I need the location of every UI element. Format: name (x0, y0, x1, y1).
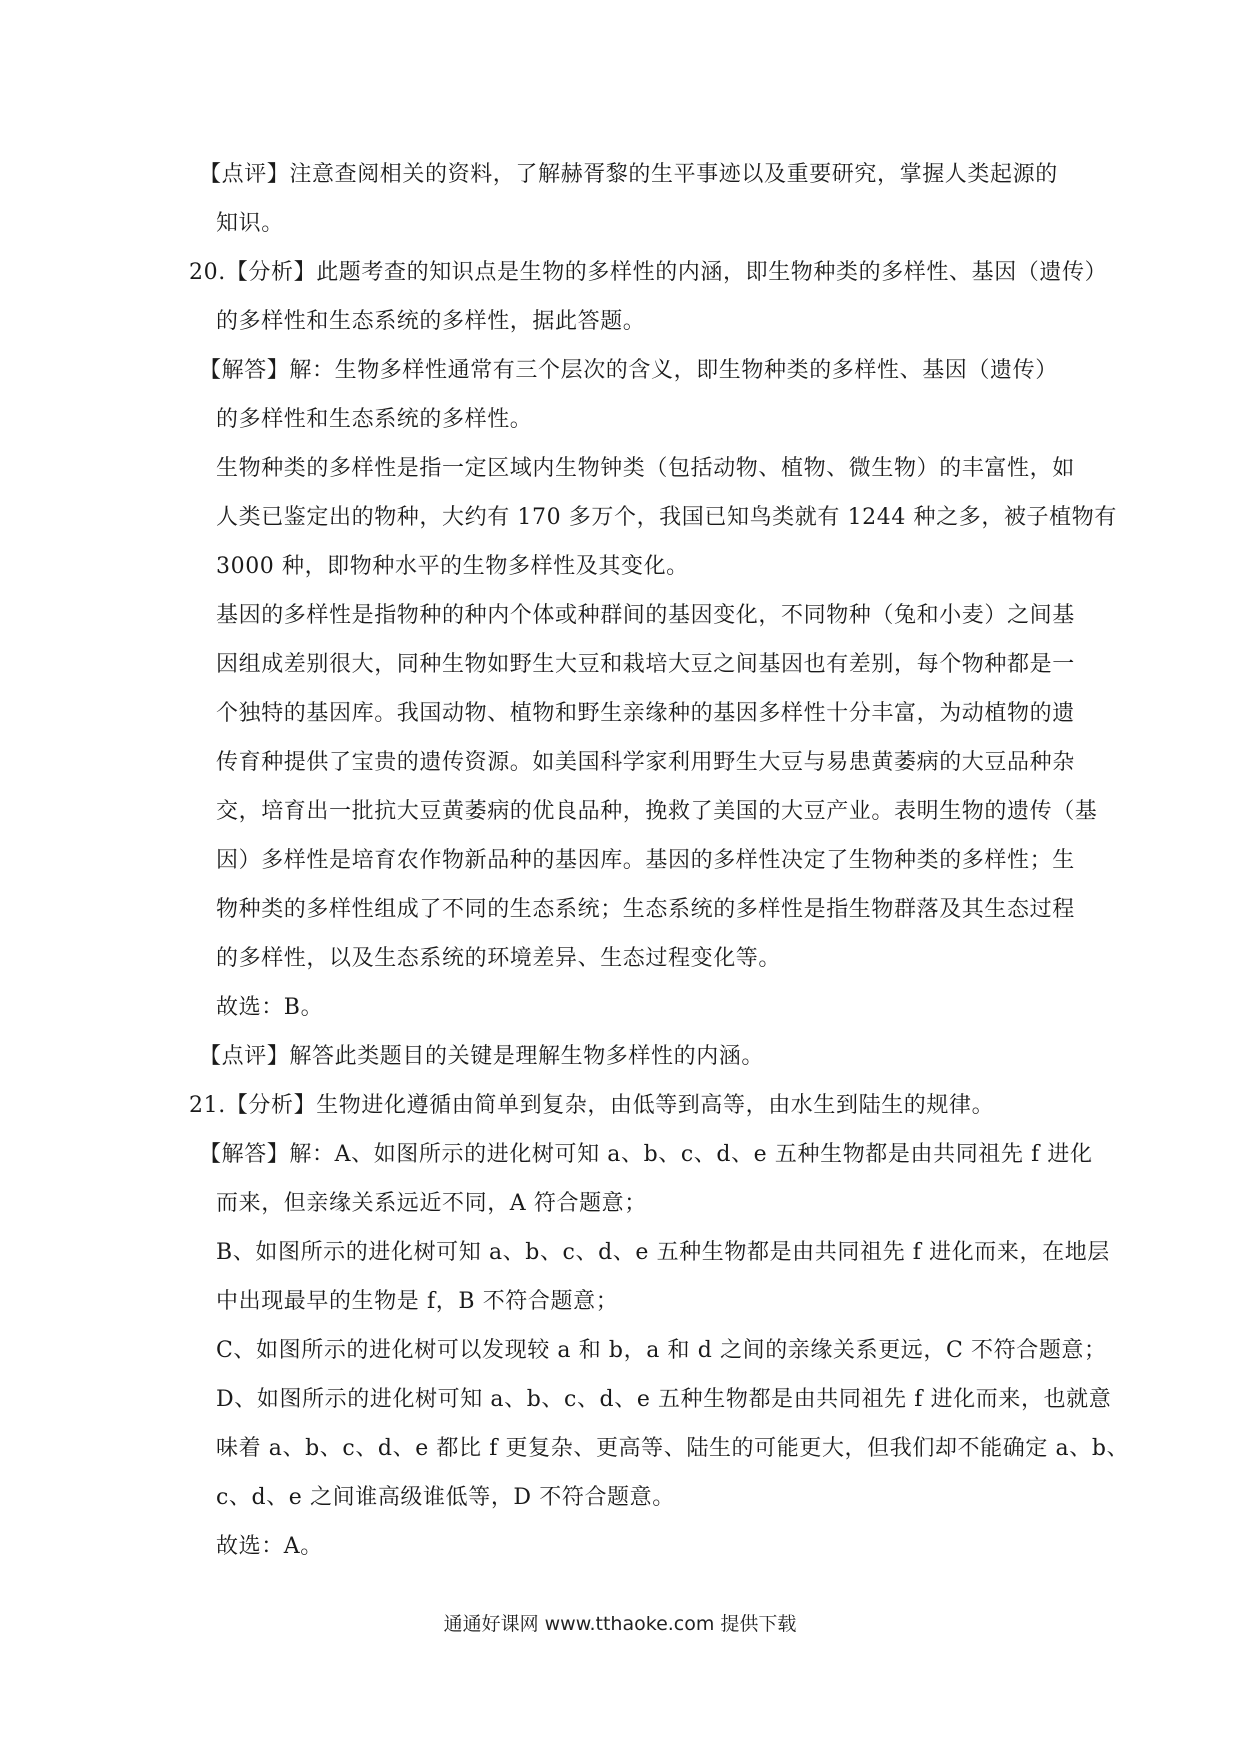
text-line: 交，培育出一批抗大豆黄萎病的优良品种，挽救了美国的大豆产业。表明生物的遗传（基 (216, 799, 1098, 824)
page-footer: 通通好课网 www.tthaoke.com 提供下载 (443, 1613, 797, 1635)
question-21-analysis: 21.【分析】生物进化遵循由简单到复杂，由低等到高等，由水生到陆生的规律。 (189, 1093, 995, 1118)
text-line: B、如图所示的进化树可知 a、b、c、d、e 五种生物都是由共同祖先 f 进化而来，在地层 (216, 1240, 1110, 1265)
text-line: 传育种提供了宝贵的遗传资源。如美国科学家利用野生大豆与易患黄萎病的大豆品种杂 (216, 750, 1075, 775)
text-line: 人类已鉴定出的物种，大约有 170 多万个，我国已知鸟类就有 1244 种之多，被子植物有 (216, 505, 1117, 530)
text-line: 因组成差别很大，同种生物如野生大豆和栽培大豆之间基因也有差别，每个物种都是一 (216, 652, 1075, 677)
text-line: C、如图所示的进化树可以发现较 a 和 b，a 和 d 之间的亲缘关系更远，C 不符合题意； (216, 1338, 1107, 1363)
text-line: 的多样性和生态系统的多样性。 (216, 407, 533, 432)
text-line: 【解答】解：A、如图所示的进化树可知 a、b、c、d、e 五种生物都是由共同祖先 f 进化 (199, 1142, 1093, 1167)
text-line: 【解答】解：生物多样性通常有三个层次的含义，即生物种类的多样性、基因（遗传） (199, 358, 1058, 383)
text-line: c、d、e 之间谁高级谁低等，D 不符合题意。 (216, 1485, 675, 1510)
text-line: 因）多样性是培育农作物新品种的基因库。基因的多样性决定了生物种类的多样性；生 (216, 848, 1075, 873)
text-line: 中出现最早的生物是 f，B 不符合题意； (216, 1289, 619, 1314)
text-line: D、如图所示的进化树可知 a、b、c、d、e 五种生物都是由共同祖先 f 进化而来，也就意 (216, 1387, 1112, 1412)
answer-choice: 故选：B。 (216, 995, 324, 1020)
text-line: 知识。 (216, 211, 284, 236)
text-line: 物种类的多样性组成了不同的生态系统；生态系统的多样性是指生物群落及其生态过程 (216, 897, 1075, 922)
text-line: 味着 a、b、c、d、e 都比 f 更复杂、更高等、陆生的可能更大，但我们却不能确定 a、b、 (216, 1436, 1130, 1461)
text-line: 生物种类的多样性是指一定区域内生物钟类（包括动物、植物、微生物）的丰富性，如 (216, 456, 1075, 481)
text-line: 3000 种，即物种水平的生物多样性及其变化。 (216, 554, 689, 579)
text-line: 而来，但亲缘关系远近不同，A 符合题意； (216, 1191, 647, 1216)
text-line: 的多样性，以及生态系统的环境差异、生态过程变化等。 (216, 946, 782, 971)
answer-choice: 故选：A。 (216, 1534, 323, 1559)
text-line: 【点评】注意查阅相关的资料，了解赫胥黎的生平事迹以及重要研究，掌握人类起源的 (199, 162, 1058, 187)
text-line: 【点评】解答此类题目的关键是理解生物多样性的内涵。 (199, 1044, 765, 1069)
text-line: 基因的多样性是指物种的种内个体或种群间的基因变化，不同物种（兔和小麦）之间基 (216, 603, 1075, 628)
question-20-analysis: 20.【分析】此题考查的知识点是生物的多样性的内涵，即生物种类的多样性、基因（遗传） (189, 260, 1108, 285)
text-line: 个独特的基因库。我国动物、植物和野生亲缘种的基因多样性十分丰富，为动植物的遗 (216, 701, 1075, 726)
text-line: 的多样性和生态系统的多样性，据此答题。 (216, 309, 646, 334)
